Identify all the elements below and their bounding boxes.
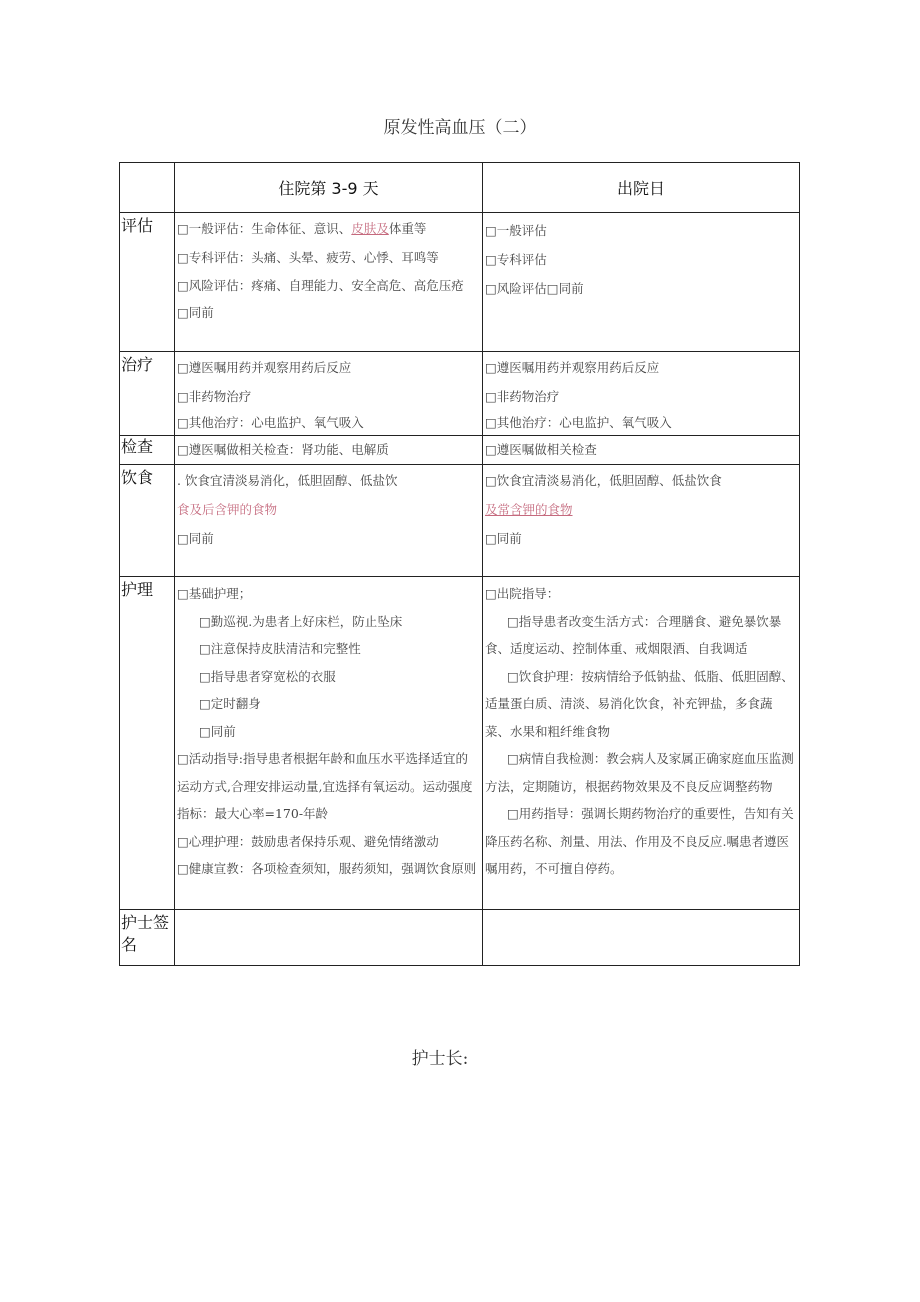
signature-discharge[interactable] [483, 910, 800, 966]
treatment-discharge [483, 352, 800, 436]
row-assessment [120, 213, 800, 352]
skin-care-line: □注意保持皮肤清洁和完整性 [199, 641, 361, 656]
medication-line: □遵医嘱用药并观察用药后反应 [485, 360, 660, 375]
specialist-assessment-line: □专科评估 [485, 252, 547, 267]
diet-nursing: □饮食护理：按病情给予低钠盐、低脂、低胆固醇、适量蛋白质、清淡、易消化饮食，补充钾盐，多食蔬菜、水果和粗纤维食物 [485, 668, 794, 739]
discharge-guidance-line: □出院指导： [485, 586, 560, 601]
row-label-examination: 检查 [120, 436, 175, 465]
nursing-discharge [483, 577, 800, 910]
activity-guidance: □活动指导:指导患者根据年龄和血压水平选择适宜的运动方式,合理安排运动量,宜选择有氧运动。运动强度指标：最大心率=170-年龄 [177, 751, 473, 821]
risk-assessment-line: □风险评估□同前 [485, 281, 584, 296]
corner-cell [120, 163, 175, 213]
psychological-care: □心理护理：鼓励患者保持乐观、避免情绪激动 [177, 833, 439, 849]
exam-line: □遵医嘱做相关检查 [485, 442, 597, 457]
examination-discharge [483, 436, 800, 465]
row-diet [120, 465, 800, 577]
rounds-line: □勤巡视.为患者上好床栏，防止坠床 [199, 613, 403, 629]
treatment-days-3-9 [175, 352, 483, 436]
row-label-treatment: 治疗 [120, 352, 175, 436]
other-therapy-line: □其他治疗：心电监护、氧气吸入 [485, 415, 672, 430]
same-as-before-line: □同前 [199, 723, 236, 739]
non-drug-therapy-line: □非药物治疗 [177, 389, 252, 404]
medication-guidance: □用药指导：强调长期药物治疗的重要性，告知有关降压药名称、剂量、用法、作用及不良反应.嘱患者遵医嘱用药，不可擅自停药。 [485, 806, 794, 876]
row-label-assessment: 评估 [120, 213, 175, 352]
same-as-before-line: □同前 [485, 531, 522, 546]
signature-days-3-9[interactable] [175, 910, 483, 966]
head-nurse-signature-label: 护士长: [411, 1049, 469, 1069]
specialist-assessment-line: □专科评估：头痛、头晕、疲劳、心悸、耳鸣等 [177, 250, 439, 265]
row-nurse-signature [120, 910, 800, 966]
clothing-line: □指导患者穿宽松的衣服 [199, 668, 336, 684]
health-education: □健康宣教：各项检查须知，服药须知，强调饮食原则 [177, 861, 477, 876]
general-assessment-line: □一般评估 [485, 223, 547, 238]
examination-days-3-9 [175, 436, 483, 465]
clinical-pathway-table [119, 162, 800, 966]
diet-line-1: . 饮食宜清淡易消化，低胆固醇、低盐饮 [177, 473, 398, 488]
header-row [120, 163, 800, 213]
col-header-discharge-day: 出院日 [483, 163, 800, 213]
assessment-discharge [483, 213, 800, 352]
same-as-before-line: □同前 [177, 305, 214, 320]
diet-discharge [483, 465, 800, 577]
row-label-nurse-signature: 护士签名 [120, 910, 175, 966]
risk-assessment-line: □风险评估：疼痛、自理能力、安全高危、高危压疮 [177, 278, 464, 293]
diet-line-2: 及常含钾的食物 [485, 502, 573, 517]
medication-line: □遵医嘱用药并观察用药后反应 [177, 360, 352, 375]
other-therapy-line: □其他治疗：心电监护、氧气吸入 [177, 415, 364, 430]
basic-nursing-line: □基础护理； [177, 586, 252, 601]
non-drug-therapy-line: □非药物治疗 [485, 389, 560, 404]
diet-line-1: □饮食宜清淡易消化，低胆固醇、低盐饮食 [485, 473, 722, 488]
row-label-nursing: 护理 [120, 577, 175, 910]
self-monitoring: □病情自我检测：教会病人及家属正确家庭血压监测方法，定期随访，根据药物效果及不良反应调整药物 [485, 751, 794, 794]
turning-line: □定时翻身 [199, 696, 261, 711]
exam-line: □遵医嘱做相关检查：肾功能、电解质 [177, 442, 389, 457]
diet-line-2: 食及后含钾的食物 [177, 502, 278, 517]
general-assessment-line: □一般评估：生命体征、意识、皮肤及体重等 [177, 221, 427, 236]
diet-days-3-9 [175, 465, 483, 577]
row-label-diet: 饮食 [120, 465, 175, 577]
row-examination [120, 436, 800, 465]
same-as-before-line: □同前 [177, 531, 214, 546]
col-header-days-3-9: 住院第 3-9 天 [175, 163, 483, 213]
assessment-days-3-9 [175, 213, 483, 352]
page-title: 原发性高血压（二） [383, 118, 537, 138]
row-treatment [120, 352, 800, 436]
lifestyle-guidance: □指导患者改变生活方式：合理膳食、避免暴饮暴食、适度运动、控制体重、戒烟限酒、自我调适 [485, 613, 782, 656]
row-nursing [120, 577, 800, 910]
nursing-days-3-9 [175, 577, 483, 910]
